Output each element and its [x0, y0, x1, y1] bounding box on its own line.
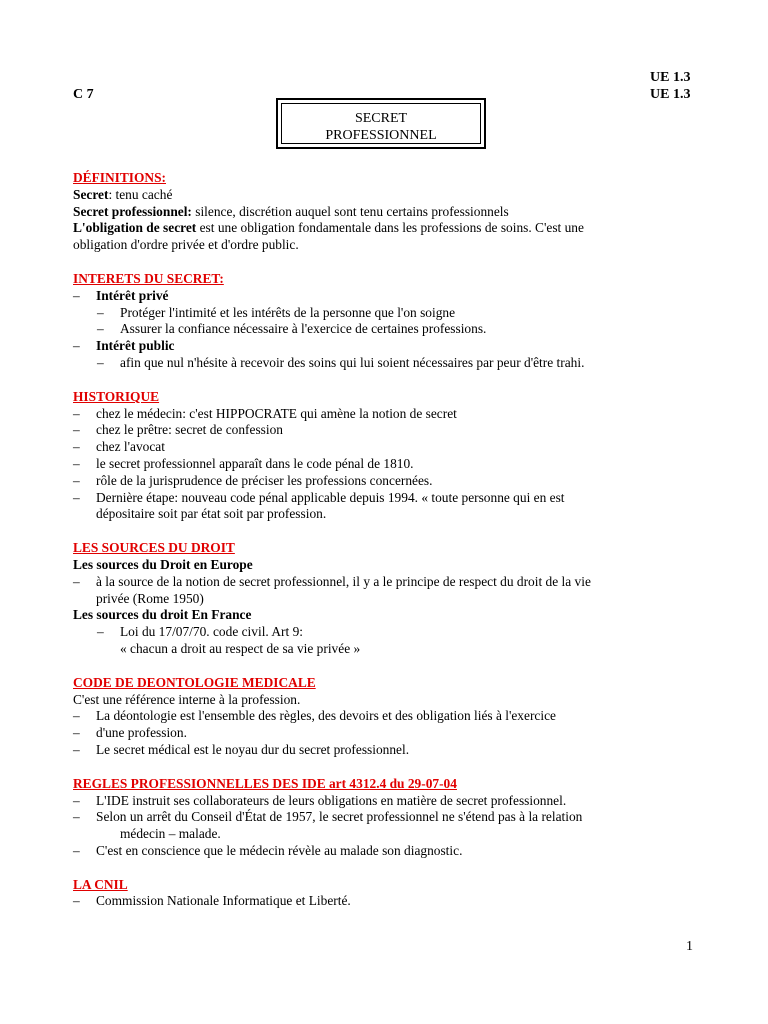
bullet-dash: – [73, 287, 80, 303]
bullet-dash: – [97, 624, 104, 640]
regles-item: L'IDE instruit ses collaborateurs de leurs obligations en matière de secret professionnel. [96, 792, 567, 808]
bullet-dash: – [73, 893, 80, 909]
term-obligation: L'obligation de secret [73, 220, 197, 236]
sources-europe-title: Les sources du Droit en Europe [73, 556, 253, 572]
heading-sources: LES SOURCES DU DROIT [73, 540, 235, 556]
list-item [73, 708, 693, 725]
definition-obligation-text: est une obligation fondamentale dans les professions de soins. C'est une [196, 220, 584, 236]
page-number: 1 [686, 939, 693, 954]
section-historique [73, 389, 693, 523]
regles-item: Selon un arrêt du Conseil d'État de 1957, le secret professionnel ne s'étend pas à la relation [96, 809, 583, 825]
historique-item: chez l'avocat [96, 439, 165, 455]
list-item [73, 321, 693, 338]
list-item [73, 574, 693, 591]
code-item: Le secret médical est le noyau dur du secret professionnel. [96, 741, 410, 757]
definition-secret-pro-text: silence, discrétion auquel sont tenu certains professionnels [191, 203, 509, 219]
historique-item: chez le prêtre: secret de confession [96, 422, 283, 438]
code-intro: C'est une référence interne à la profession. [73, 691, 301, 707]
list-item [73, 742, 693, 759]
section-code-deontologie [73, 675, 693, 759]
section-cnil [73, 877, 693, 911]
sources-france-cont: « chacun a droit au respect de sa vie privée » [120, 640, 361, 656]
sources-europe-cont: privée (Rome 1950) [96, 590, 204, 606]
title-line-2: PROFESSIONNEL [325, 128, 437, 143]
interet-public-item: afin que nul n'hésite à recevoir des soins qui lui soient nécessaires par peur d'être trahi. [120, 354, 585, 370]
historique-item: Dernière étape: nouveau code pénal applicable depuis 1994. « toute personne qui en est [96, 489, 565, 505]
list-item [73, 473, 693, 490]
regles-item-cont: médecin – malade. [120, 826, 221, 842]
definition-obligation [73, 220, 693, 237]
interet-prive-item: Protéger l'intimité et les intérêts de la personne que l'on soigne [120, 304, 456, 320]
section-definitions [73, 170, 693, 254]
historique-item: rôle de la jurisprudence de préciser les professions concernées. [96, 472, 433, 488]
document-body [73, 170, 693, 927]
interet-prive-title: Intérêt privé [96, 287, 169, 303]
bullet-dash: – [73, 455, 80, 471]
heading-cnil: LA CNIL [73, 876, 128, 892]
list-item [73, 456, 693, 473]
bullet-dash: – [73, 809, 80, 825]
cnil-item: Commission Nationale Informatique et Liberté. [96, 893, 351, 909]
section-regles [73, 776, 693, 860]
bullet-dash: – [73, 725, 80, 741]
bullet-dash: – [73, 338, 80, 354]
bullet-dash: – [97, 304, 104, 320]
title-line-1: SECRET [354, 111, 408, 126]
section-interets [73, 271, 693, 372]
bullet-dash: – [73, 842, 80, 858]
term-secret: Secret [73, 186, 109, 202]
historique-item: le secret professionnel apparaît dans le code pénal de 1810. [96, 455, 414, 471]
list-item [73, 809, 693, 826]
definition-obligation-cont: obligation d'ordre privée et d'ordre public. [73, 237, 299, 253]
bullet-dash: – [73, 439, 80, 455]
term-secret-pro: Secret professionnel: [73, 203, 192, 219]
course-code: C 7 [73, 87, 94, 102]
list-item [73, 439, 693, 456]
heading-code-deontologie: CODE DE DEONTOLOGIE MEDICALE [73, 674, 316, 690]
list-item [73, 490, 693, 507]
list-item [73, 406, 693, 423]
interet-prive-item: Assurer la confiance nécessaire à l'exercice de certaines professions. [120, 321, 487, 337]
bullet-dash: – [97, 321, 104, 337]
sources-france-item: Loi du 17/07/70. code civil. Art 9: [120, 624, 303, 640]
bullet-dash: – [73, 489, 80, 505]
sources-europe-item: à la source de la notion de secret professionnel, il y a le principe de respect du droit de la vie [96, 573, 591, 589]
definition-secret-pro [73, 204, 693, 221]
bullet-dash: – [73, 708, 80, 724]
historique-item-cont: dépositaire soit par état soit par profession. [96, 506, 327, 522]
definition-secret [73, 187, 693, 204]
list-item [73, 338, 693, 355]
heading-historique: HISTORIQUE [73, 388, 160, 404]
heading-definitions: DÉFINITIONS: [73, 170, 167, 185]
ue-code-top: UE 1.3 [650, 70, 691, 85]
title-box [276, 98, 486, 149]
list-item [73, 725, 693, 742]
list-item [73, 793, 693, 810]
list-item [73, 422, 693, 439]
bullet-dash: – [73, 472, 80, 488]
code-item: d'une profession. [96, 725, 187, 741]
list-item [73, 843, 693, 860]
code-item: La déontologie est l'ensemble des règles, des devoirs et des obligation liés à l'exercice [96, 708, 556, 724]
bullet-dash: – [73, 405, 80, 421]
list-item [73, 624, 693, 641]
heading-interets: INTERETS DU SECRET: [73, 270, 224, 286]
bullet-dash: – [73, 422, 80, 438]
list-item [73, 893, 693, 910]
bullet-dash: – [73, 792, 80, 808]
interet-public-title: Intérêt public [96, 338, 175, 354]
section-sources [73, 540, 693, 658]
list-item [73, 355, 693, 372]
bullet-dash: – [73, 573, 80, 589]
regles-item: C'est en conscience que le médecin révèle au malade son diagnostic. [96, 842, 463, 858]
heading-regles: REGLES PROFESSIONNELLES DES IDE art 4312.4 du 29-07-04 [73, 775, 457, 791]
bullet-dash: – [97, 354, 104, 370]
list-item [73, 288, 693, 305]
definition-secret-text: : tenu caché [108, 186, 173, 202]
historique-item: chez le médecin: c'est HIPPOCRATE qui amène la notion de secret [96, 405, 457, 421]
bullet-dash: – [73, 741, 80, 757]
list-item [73, 305, 693, 322]
ue-code-second: UE 1.3 [650, 87, 691, 102]
sources-france-title: Les sources du droit En France [73, 607, 252, 623]
